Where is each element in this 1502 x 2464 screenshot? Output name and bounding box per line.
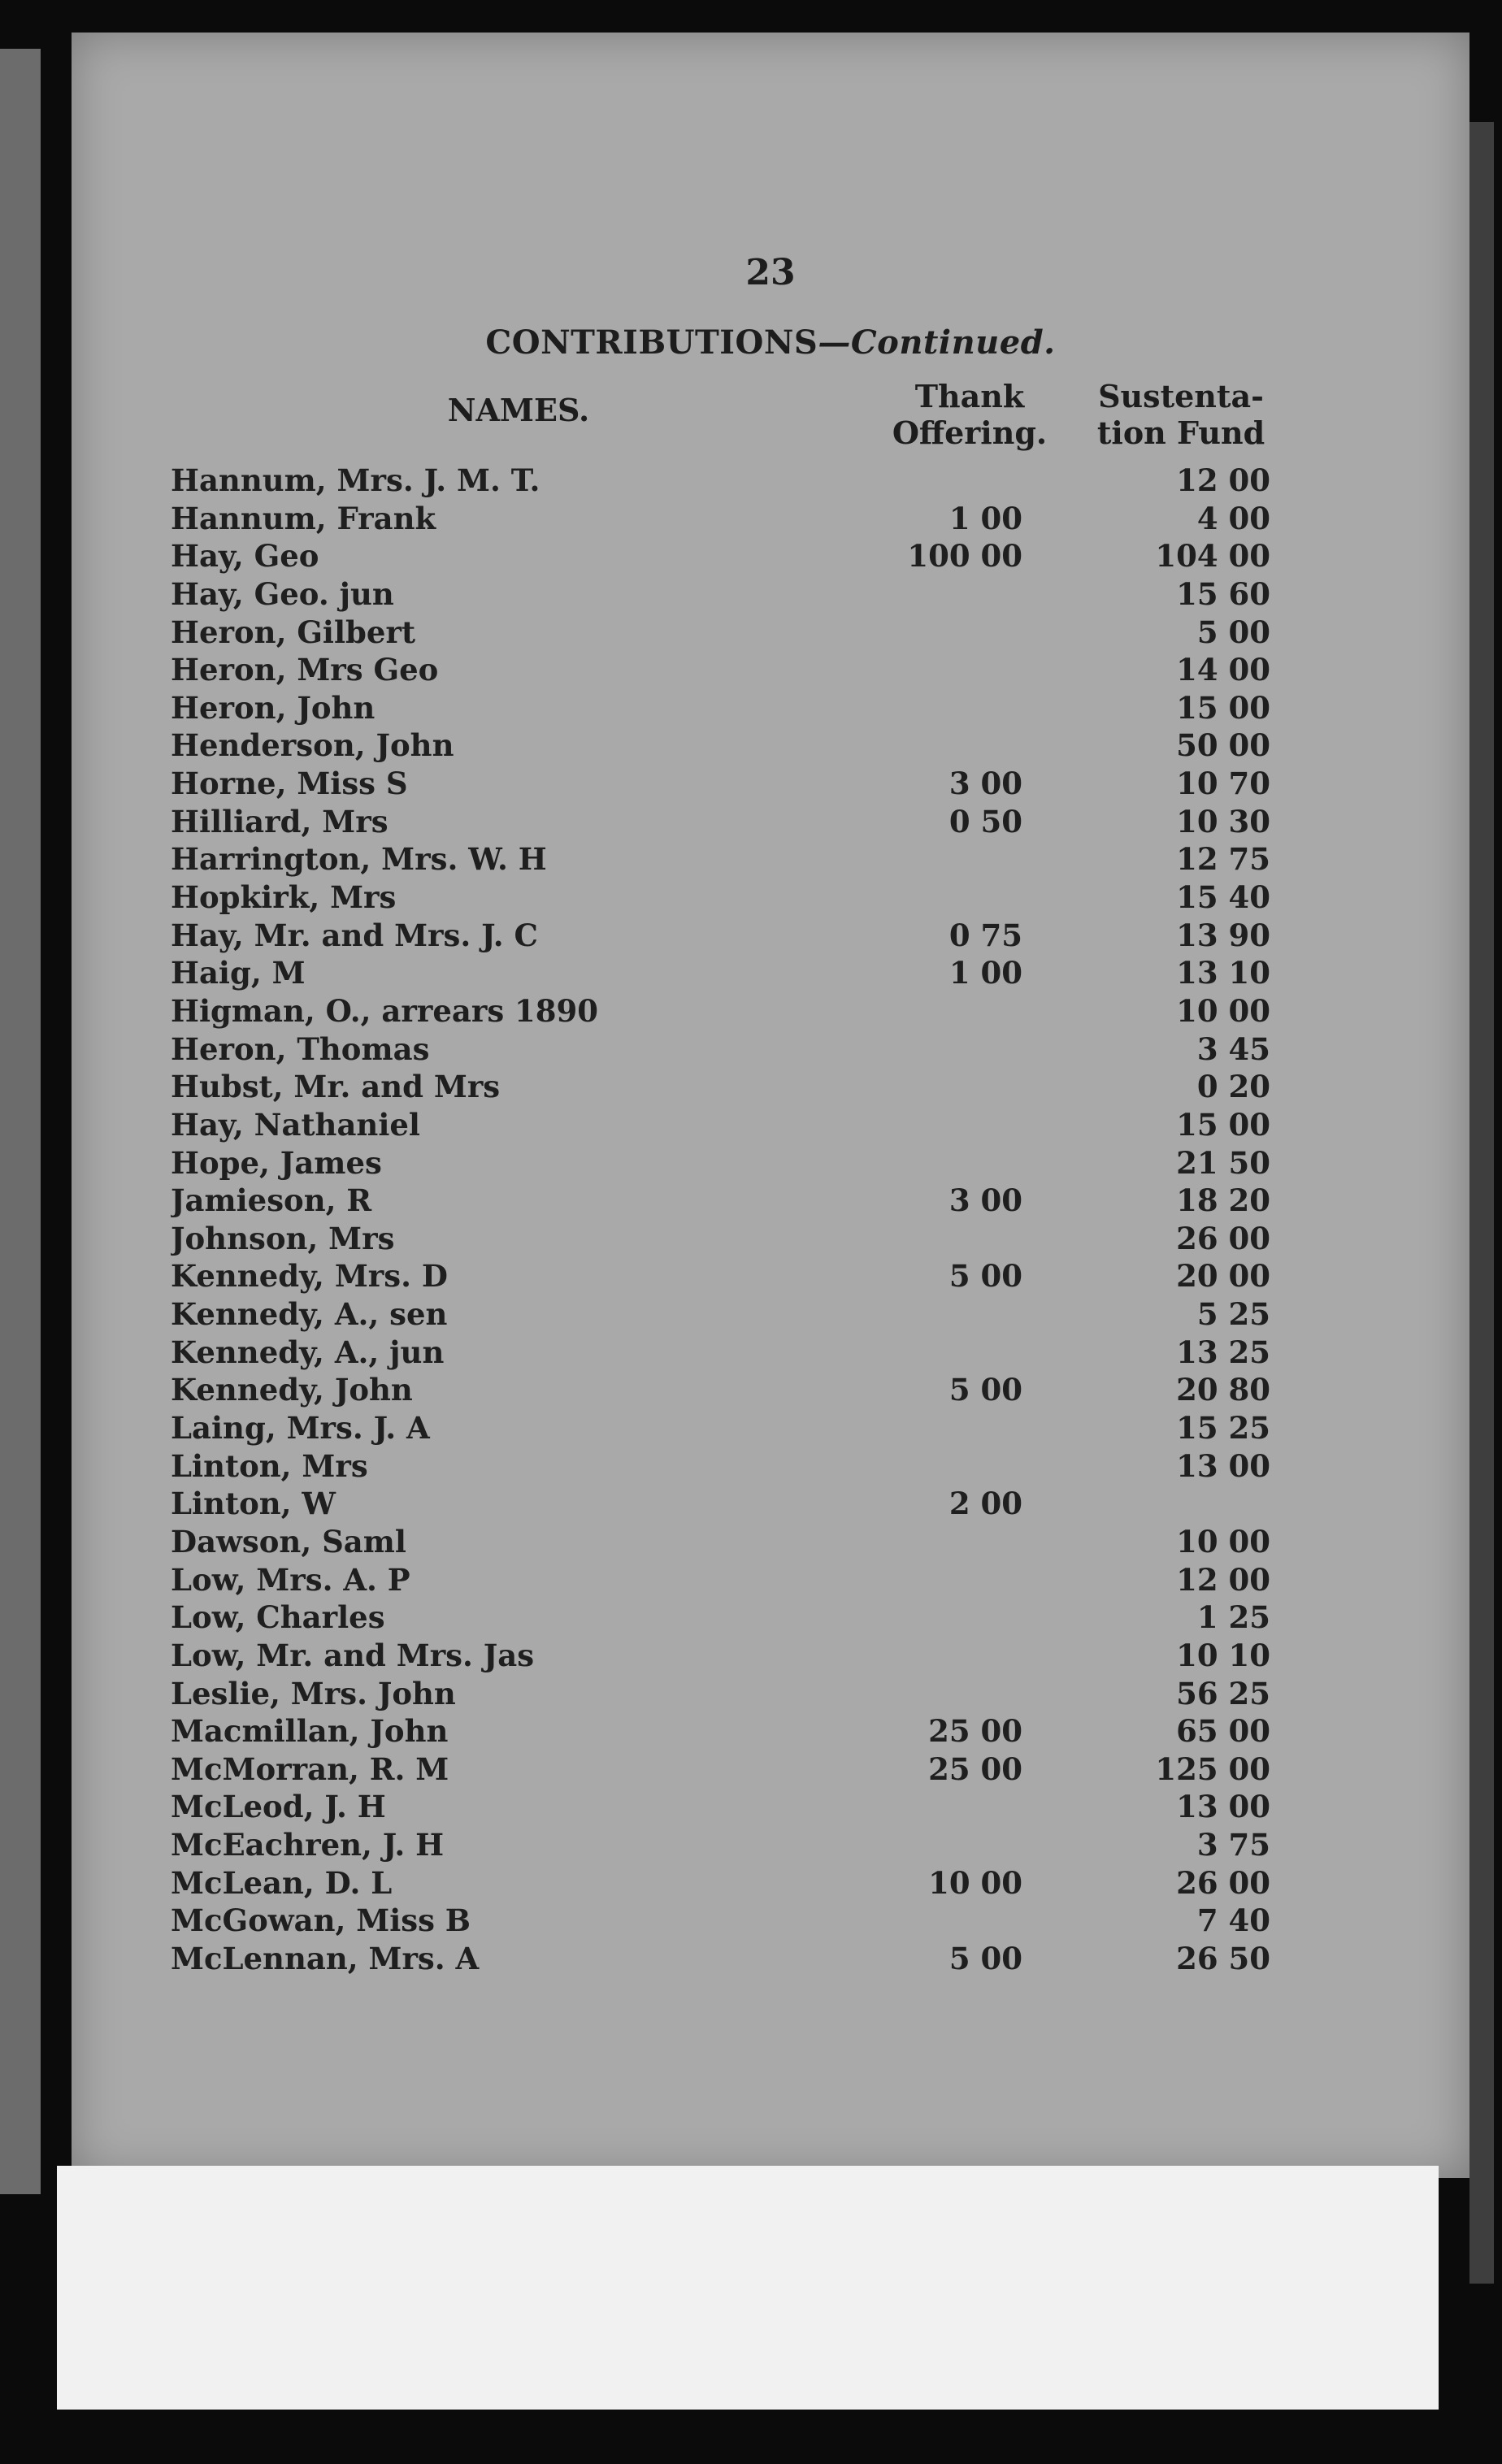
sustentation-fund-amount: 21 50 bbox=[1176, 1144, 1270, 1181]
sustentation-fund-amount: 13 00 bbox=[1176, 1447, 1270, 1484]
sustentation-fund-amount: 104 00 bbox=[1155, 538, 1270, 575]
sustentation-fund-amount: 13 90 bbox=[1176, 917, 1270, 953]
thank-offering-amount: 10 00 bbox=[928, 1864, 1022, 1901]
sustentation-fund-amount: 20 00 bbox=[1176, 1258, 1270, 1295]
table-row bbox=[72, 1750, 1469, 1789]
column-header-thank-line2: Offering. bbox=[892, 414, 1048, 451]
contributor-name: Heron, Gilbert bbox=[171, 614, 416, 650]
table-row bbox=[72, 992, 1469, 1030]
page-number: 23 bbox=[745, 252, 796, 293]
sustentation-fund-amount: 3 75 bbox=[1196, 1827, 1270, 1863]
contributor-name: Higman, O., arrears 1890 bbox=[171, 992, 599, 1029]
contributor-name: Dawson, Saml bbox=[171, 1523, 406, 1560]
table-row bbox=[72, 575, 1469, 614]
page-title-continued: —Continued. bbox=[818, 323, 1056, 362]
sustentation-fund-amount: 3 45 bbox=[1196, 1030, 1270, 1067]
contributor-name: Haig, M bbox=[171, 955, 306, 991]
thank-offering-amount: 5 00 bbox=[949, 1940, 1022, 1976]
contributor-name: Linton, Mrs bbox=[171, 1447, 368, 1484]
table-row bbox=[72, 1144, 1469, 1182]
sustentation-fund-amount: 26 00 bbox=[1176, 1220, 1270, 1256]
table-row bbox=[72, 500, 1469, 538]
contributor-name: Johnson, Mrs bbox=[171, 1220, 395, 1256]
contributor-name: Low, Mrs. A. P bbox=[171, 1561, 410, 1598]
table-row bbox=[72, 917, 1469, 955]
sustentation-fund-amount: 13 10 bbox=[1176, 955, 1270, 991]
sustentation-fund-amount: 65 00 bbox=[1176, 1713, 1270, 1750]
contributor-name: McLennan, Mrs. A bbox=[171, 1940, 480, 1976]
sustentation-fund-amount: 15 00 bbox=[1176, 689, 1270, 726]
table-row bbox=[72, 1447, 1469, 1486]
table-row bbox=[72, 1523, 1469, 1561]
sustentation-fund-amount: 15 40 bbox=[1176, 879, 1270, 916]
sustentation-fund-amount: 10 70 bbox=[1176, 766, 1270, 802]
table-row bbox=[72, 954, 1469, 992]
table-row bbox=[72, 689, 1469, 727]
table-row bbox=[72, 1788, 1469, 1826]
contributor-name: Laing, Mrs. J. A bbox=[171, 1410, 430, 1447]
table-row bbox=[72, 1371, 1469, 1409]
table-row bbox=[72, 537, 1469, 575]
sustentation-fund-amount: 50 00 bbox=[1176, 727, 1270, 764]
table-row bbox=[72, 1902, 1469, 1940]
contributions-table bbox=[72, 462, 1469, 1978]
sustentation-fund-amount: 15 60 bbox=[1176, 575, 1270, 612]
table-row bbox=[72, 614, 1469, 652]
table-row bbox=[72, 1182, 1469, 1220]
sustentation-fund-amount: 10 00 bbox=[1176, 1523, 1270, 1560]
thank-offering-amount: 3 00 bbox=[949, 766, 1022, 802]
table-row bbox=[72, 1334, 1469, 1372]
thank-offering-amount: 3 00 bbox=[949, 1182, 1022, 1219]
contributor-name: McGowan, Miss B bbox=[171, 1902, 471, 1939]
table-row bbox=[72, 462, 1469, 500]
contributor-name: Henderson, John bbox=[171, 727, 454, 764]
table-row bbox=[72, 1675, 1469, 1713]
sustentation-fund-amount: 12 75 bbox=[1176, 841, 1270, 878]
contributor-name: Hannum, Frank bbox=[171, 500, 436, 536]
contributor-name: Kennedy, John bbox=[171, 1372, 413, 1408]
sustentation-fund-amount: 14 00 bbox=[1176, 652, 1270, 688]
contributor-name: Heron, Thomas bbox=[171, 1030, 430, 1067]
table-row bbox=[72, 840, 1469, 878]
thank-offering-amount: 5 00 bbox=[949, 1258, 1022, 1295]
sustentation-fund-amount: 56 25 bbox=[1176, 1675, 1270, 1711]
sustentation-fund-amount: 26 50 bbox=[1176, 1940, 1270, 1976]
contributor-name: Horne, Miss S bbox=[171, 766, 408, 802]
sustentation-fund-amount: 1 25 bbox=[1196, 1599, 1270, 1636]
contributor-name: Kennedy, A., sen bbox=[171, 1296, 448, 1333]
contributor-name: Hay, Mr. and Mrs. J. C bbox=[171, 917, 538, 953]
table-row bbox=[72, 878, 1469, 917]
sustentation-fund-amount: 5 25 bbox=[1196, 1296, 1270, 1333]
table-row bbox=[72, 1257, 1469, 1295]
contributor-name: McMorran, R. M bbox=[171, 1750, 449, 1787]
table-row bbox=[72, 1295, 1469, 1334]
contributor-name: Macmillan, John bbox=[171, 1713, 449, 1750]
page-title bbox=[72, 323, 1469, 362]
contributor-name: Jamieson, R bbox=[171, 1182, 372, 1219]
column-header-sust-line1: Sustenta- bbox=[1098, 378, 1264, 414]
thank-offering-amount: 1 00 bbox=[949, 500, 1022, 536]
table-row bbox=[72, 1561, 1469, 1599]
contributor-name: McEachren, J. H bbox=[171, 1827, 445, 1863]
table-row bbox=[72, 1485, 1469, 1523]
thank-offering-amount: 25 00 bbox=[928, 1750, 1022, 1787]
sustentation-fund-amount: 13 25 bbox=[1176, 1334, 1270, 1370]
table-row bbox=[72, 1712, 1469, 1750]
sustentation-fund-amount: 7 40 bbox=[1196, 1902, 1270, 1939]
contributor-name: Linton, W bbox=[171, 1486, 336, 1522]
sustentation-fund-amount: 15 00 bbox=[1176, 1106, 1270, 1143]
thank-offering-amount: 0 50 bbox=[949, 803, 1022, 839]
sustentation-fund-amount: 10 30 bbox=[1176, 803, 1270, 839]
sustentation-fund-amount: 12 00 bbox=[1176, 1561, 1270, 1598]
right-page-edge bbox=[1469, 122, 1494, 2284]
contributor-name: Hopkirk, Mrs bbox=[171, 879, 397, 916]
contributor-name: Hilliard, Mrs bbox=[171, 803, 389, 839]
contributor-name: Hannum, Mrs. J. M. T. bbox=[171, 462, 540, 498]
contributor-name: Harrington, Mrs. W. H bbox=[171, 841, 547, 878]
table-row bbox=[72, 1220, 1469, 1258]
sustentation-fund-amount: 4 00 bbox=[1196, 500, 1270, 536]
table-row bbox=[72, 727, 1469, 765]
sustentation-fund-amount: 10 00 bbox=[1176, 992, 1270, 1029]
contributor-name: Kennedy, A., jun bbox=[171, 1334, 445, 1370]
contributor-name: Hope, James bbox=[171, 1144, 382, 1181]
column-header-sust-line2: tion Fund bbox=[1096, 414, 1265, 451]
sustentation-fund-amount: 5 00 bbox=[1196, 614, 1270, 650]
thank-offering-amount: 25 00 bbox=[928, 1713, 1022, 1750]
contributor-name: Heron, Mrs Geo bbox=[171, 652, 439, 688]
table-row bbox=[72, 1068, 1469, 1106]
table-row bbox=[72, 1940, 1469, 1978]
table-row bbox=[72, 1864, 1469, 1902]
contributor-name: Low, Charles bbox=[171, 1599, 385, 1636]
column-header-names: NAMES. bbox=[447, 392, 590, 428]
page-title-main: CONTRIBUTIONS bbox=[485, 323, 818, 362]
sustentation-fund-amount: 26 00 bbox=[1176, 1864, 1270, 1901]
column-header-sustentation-fund bbox=[1055, 378, 1307, 451]
thank-offering-amount: 100 00 bbox=[907, 538, 1022, 575]
table-row bbox=[72, 1637, 1469, 1675]
contributor-name: Hay, Geo. jun bbox=[171, 575, 394, 612]
sustentation-fund-amount: 13 00 bbox=[1176, 1789, 1270, 1825]
sustentation-fund-amount: 125 00 bbox=[1155, 1750, 1270, 1787]
sustentation-fund-amount: 12 00 bbox=[1176, 462, 1270, 498]
table-row bbox=[72, 803, 1469, 841]
contributor-name: Low, Mr. and Mrs. Jas bbox=[171, 1637, 535, 1673]
table-row bbox=[72, 1826, 1469, 1864]
column-header-thank-offering bbox=[868, 378, 1071, 451]
contributor-name: Leslie, Mrs. John bbox=[171, 1675, 456, 1711]
contributor-name: Hay, Nathaniel bbox=[171, 1106, 420, 1143]
book-page bbox=[72, 33, 1469, 2178]
contributor-name: McLeod, J. H bbox=[171, 1789, 386, 1825]
table-row bbox=[72, 1106, 1469, 1144]
table-row bbox=[72, 1030, 1469, 1069]
table-row bbox=[72, 1599, 1469, 1637]
left-page-edge bbox=[0, 49, 41, 2194]
thank-offering-amount: 1 00 bbox=[949, 955, 1022, 991]
table-row bbox=[72, 651, 1469, 689]
contributor-name: Hubst, Mr. and Mrs bbox=[171, 1069, 501, 1105]
sustentation-fund-amount: 20 80 bbox=[1176, 1372, 1270, 1408]
thank-offering-amount: 2 00 bbox=[949, 1486, 1022, 1522]
sustentation-fund-amount: 15 25 bbox=[1176, 1410, 1270, 1447]
contributor-name: Hay, Geo bbox=[171, 538, 319, 575]
blank-sheet bbox=[57, 2166, 1439, 2410]
sustentation-fund-amount: 10 10 bbox=[1176, 1637, 1270, 1673]
sustentation-fund-amount: 18 20 bbox=[1176, 1182, 1270, 1219]
thank-offering-amount: 5 00 bbox=[949, 1372, 1022, 1408]
contributor-name: Heron, John bbox=[171, 689, 376, 726]
table-row bbox=[72, 1409, 1469, 1447]
table-row bbox=[72, 765, 1469, 803]
column-header-thank-line1: Thank bbox=[914, 378, 1025, 414]
sustentation-fund-amount: 0 20 bbox=[1196, 1069, 1270, 1105]
contributor-name: McLean, D. L bbox=[171, 1864, 393, 1901]
contributor-name: Kennedy, Mrs. D bbox=[171, 1258, 448, 1295]
thank-offering-amount: 0 75 bbox=[949, 917, 1022, 953]
